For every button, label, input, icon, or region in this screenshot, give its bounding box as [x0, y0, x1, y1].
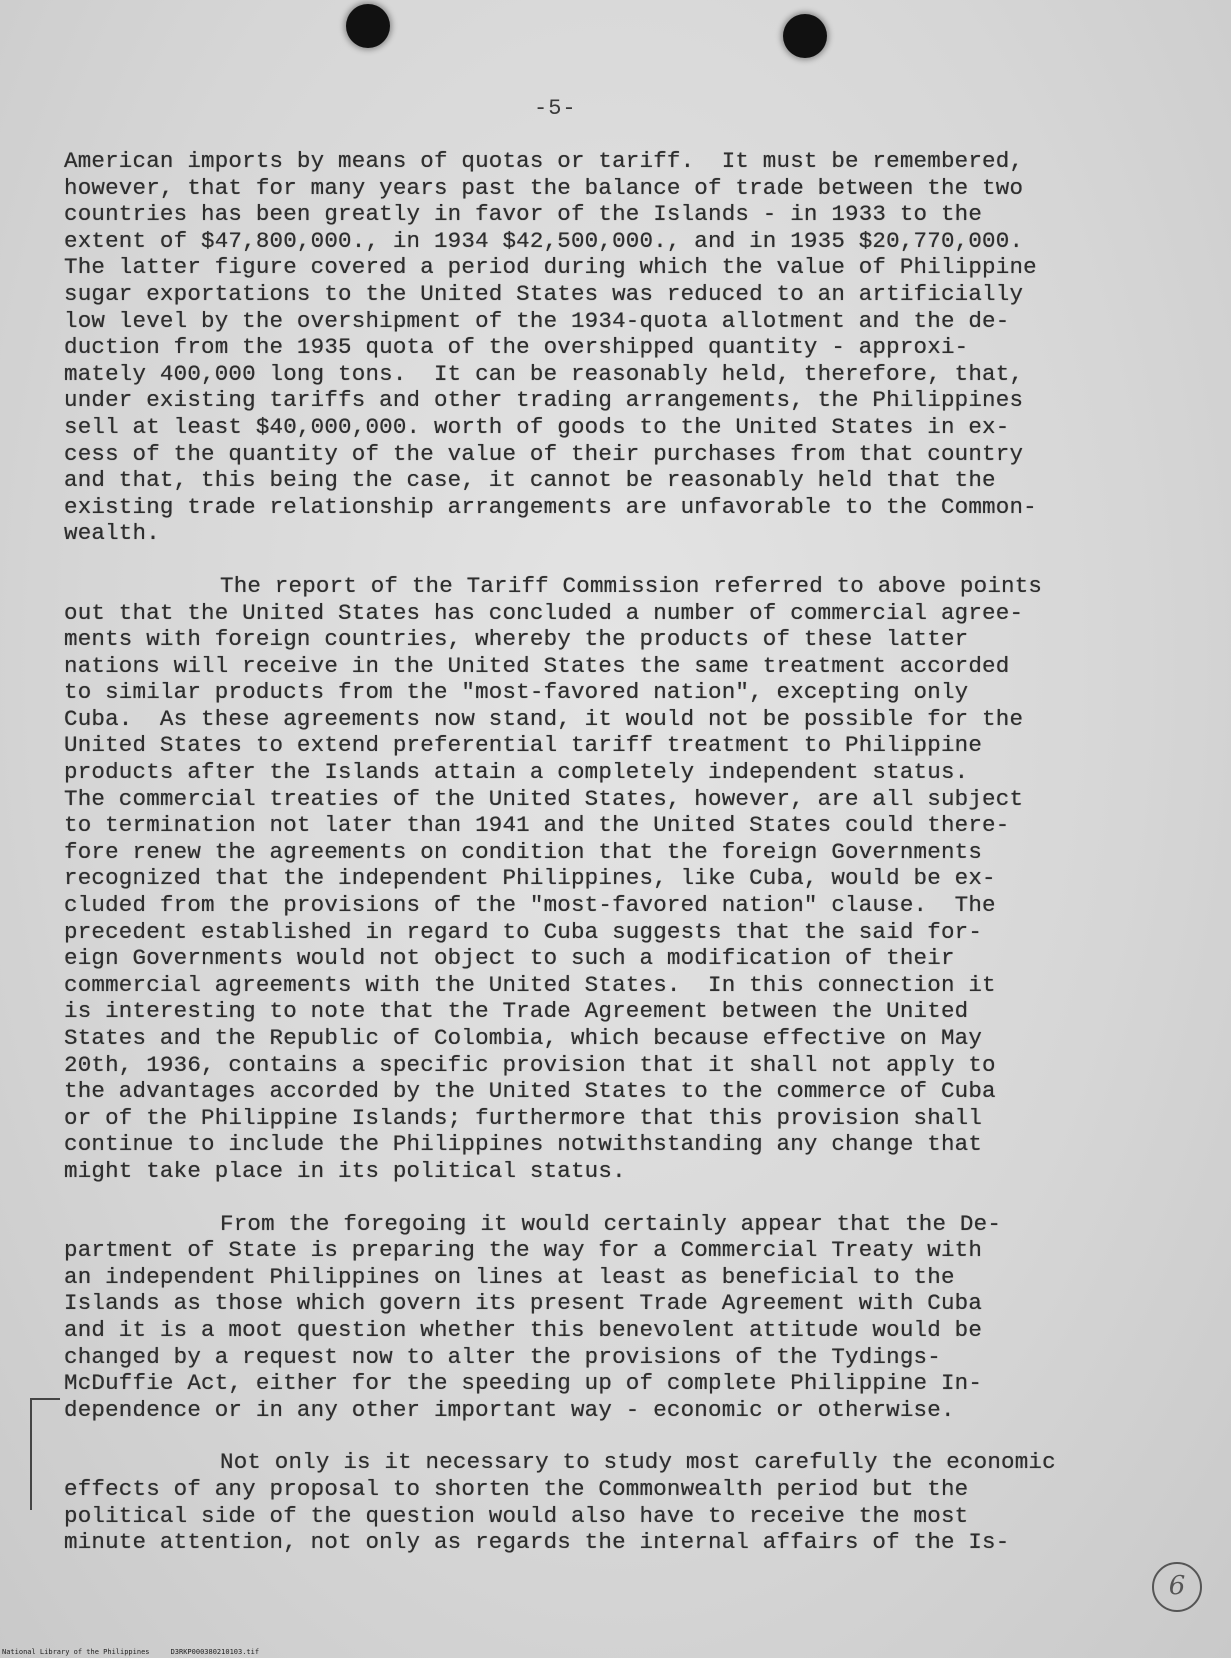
text-line: commercial agreements with the United States. In this connection it: [64, 971, 996, 998]
text-line: 20th, 1936, contains a specific provision that it shall not apply to: [64, 1051, 996, 1078]
paragraph: [64, 148, 1174, 547]
punch-hole-right: [783, 14, 827, 58]
text-line: Not only is it necessary to study most carefully the economic: [220, 1449, 1056, 1476]
text-line: From the foregoing it would certainly appear that the De-: [220, 1210, 1002, 1237]
text-line: cluded from the provisions of the "most-favored nation" clause. The: [64, 892, 996, 919]
text-line: United States to extend preferential tariff treatment to Philippine: [64, 732, 983, 759]
text-line: dependence or in any other important way - economic or otherwise.: [64, 1396, 955, 1423]
text-line: minute attention, not only as regards the internal affairs of the Is-: [64, 1529, 1010, 1556]
paragraph: [64, 1449, 1174, 1555]
margin-bracket-mark: [30, 1398, 60, 1510]
paragraph: [64, 573, 1174, 1185]
paragraph-gap: [64, 1423, 1174, 1449]
text-line: precedent established in regard to Cuba suggests that the said for-: [64, 918, 983, 945]
text-line: wealth.: [64, 520, 160, 547]
text-line: nations will receive in the United States the same treatment accorded: [64, 652, 1010, 679]
text-line: eign Governments would not object to such a modification of their: [64, 945, 955, 972]
text-line: mately 400,000 long tons. It can be reasonably held, therefore, that,: [64, 360, 1024, 387]
text-line: low level by the overshipment of the 1934-quota allotment and the de-: [64, 307, 1010, 334]
text-line: is interesting to note that the Trade Agreement between the United: [64, 998, 969, 1025]
text-line: extent of $47,800,000., in 1934 $42,500,000., and in 1935 $20,770,000.: [64, 227, 1024, 254]
text-line: and it is a moot question whether this benevolent attitude would be: [64, 1316, 983, 1343]
text-line: countries has been greatly in favor of the Islands - in 1933 to the: [64, 201, 983, 228]
text-line: duction from the 1935 quota of the overshipped quantity - approxi-: [64, 334, 969, 361]
text-line: to termination not later than 1941 and the United States could there-: [64, 812, 1010, 839]
text-line: changed by a request now to alter the provisions of the Tydings-: [64, 1343, 941, 1370]
punch-hole-left: [346, 4, 390, 48]
text-line: Islands as those which govern its present Trade Agreement with Cuba: [64, 1290, 983, 1317]
circled-page-mark: 6: [1152, 1562, 1202, 1612]
archive-footer: National Library of the Philippines D3RKP000380210103.tif: [2, 1648, 260, 1656]
text-line: American imports by means of quotas or tariff. It must be remembered,: [64, 148, 1024, 174]
text-line: an independent Philippines on lines at least as beneficial to the: [64, 1263, 955, 1290]
text-line: however, that for many years past the balance of trade between the two: [64, 174, 1024, 201]
text-line: States and the Republic of Colombia, which because effective on May: [64, 1025, 983, 1051]
text-line: sell at least $40,000,000. worth of goods to the United States in ex-: [64, 413, 1010, 440]
paragraph-gap: [64, 1185, 1174, 1211]
text-line: recognized that the independent Philippines, like Cuba, would be ex-: [64, 865, 996, 892]
text-line: political side of the question would also have to receive the most: [64, 1502, 969, 1529]
text-line: might take place in its political status.: [64, 1157, 626, 1184]
text-line: continue to include the Philippines notwithstanding any change that: [64, 1131, 983, 1158]
text-line: and that, this being the case, it cannot be reasonably held that the: [64, 467, 996, 494]
text-line: under existing tariffs and other trading arrangements, the Philippines: [64, 387, 1024, 414]
text-line: the advantages accorded by the United States to the commerce of Cuba: [64, 1078, 996, 1105]
text-line: or of the Philippine Islands; furthermore that this provision shall: [64, 1104, 983, 1131]
text-line: effects of any proposal to shorten the Commonwealth period but the: [64, 1475, 969, 1502]
document-body: [64, 148, 1174, 1556]
page-number: -5-: [534, 96, 577, 121]
paragraph-gap: [64, 547, 1174, 573]
paragraph: [64, 1211, 1174, 1424]
text-line: Cuba. As these agreements now stand, it would not be possible for the: [64, 705, 1024, 732]
text-line: out that the United States has concluded a number of commercial agree-: [64, 599, 1024, 626]
text-line: The latter figure covered a period during which the value of Philippine: [64, 254, 1037, 281]
text-line: cess of the quantity of the value of their purchases from that country: [64, 440, 1024, 467]
text-line: McDuffie Act, either for the speeding up of complete Philippine In-: [64, 1370, 983, 1397]
text-line: partment of State is preparing the way for a Commercial Treaty with: [64, 1237, 983, 1264]
text-line: The report of the Tariff Commission referred to above points: [220, 572, 1043, 599]
text-line: existing trade relationship arrangements are unfavorable to the Common-: [64, 493, 1037, 520]
text-line: to similar products from the "most-favored nation", excepting only: [64, 679, 969, 706]
text-line: ments with foreign countries, whereby the products of these latter: [64, 626, 969, 653]
text-line: The commercial treaties of the United States, however, are all subject: [64, 785, 1024, 812]
text-line: sugar exportations to the United States was reduced to an artificially: [64, 280, 1024, 307]
text-line: products after the Islands attain a completely independent status.: [64, 759, 969, 786]
text-line: fore renew the agreements on condition that the foreign Governments: [64, 838, 983, 865]
